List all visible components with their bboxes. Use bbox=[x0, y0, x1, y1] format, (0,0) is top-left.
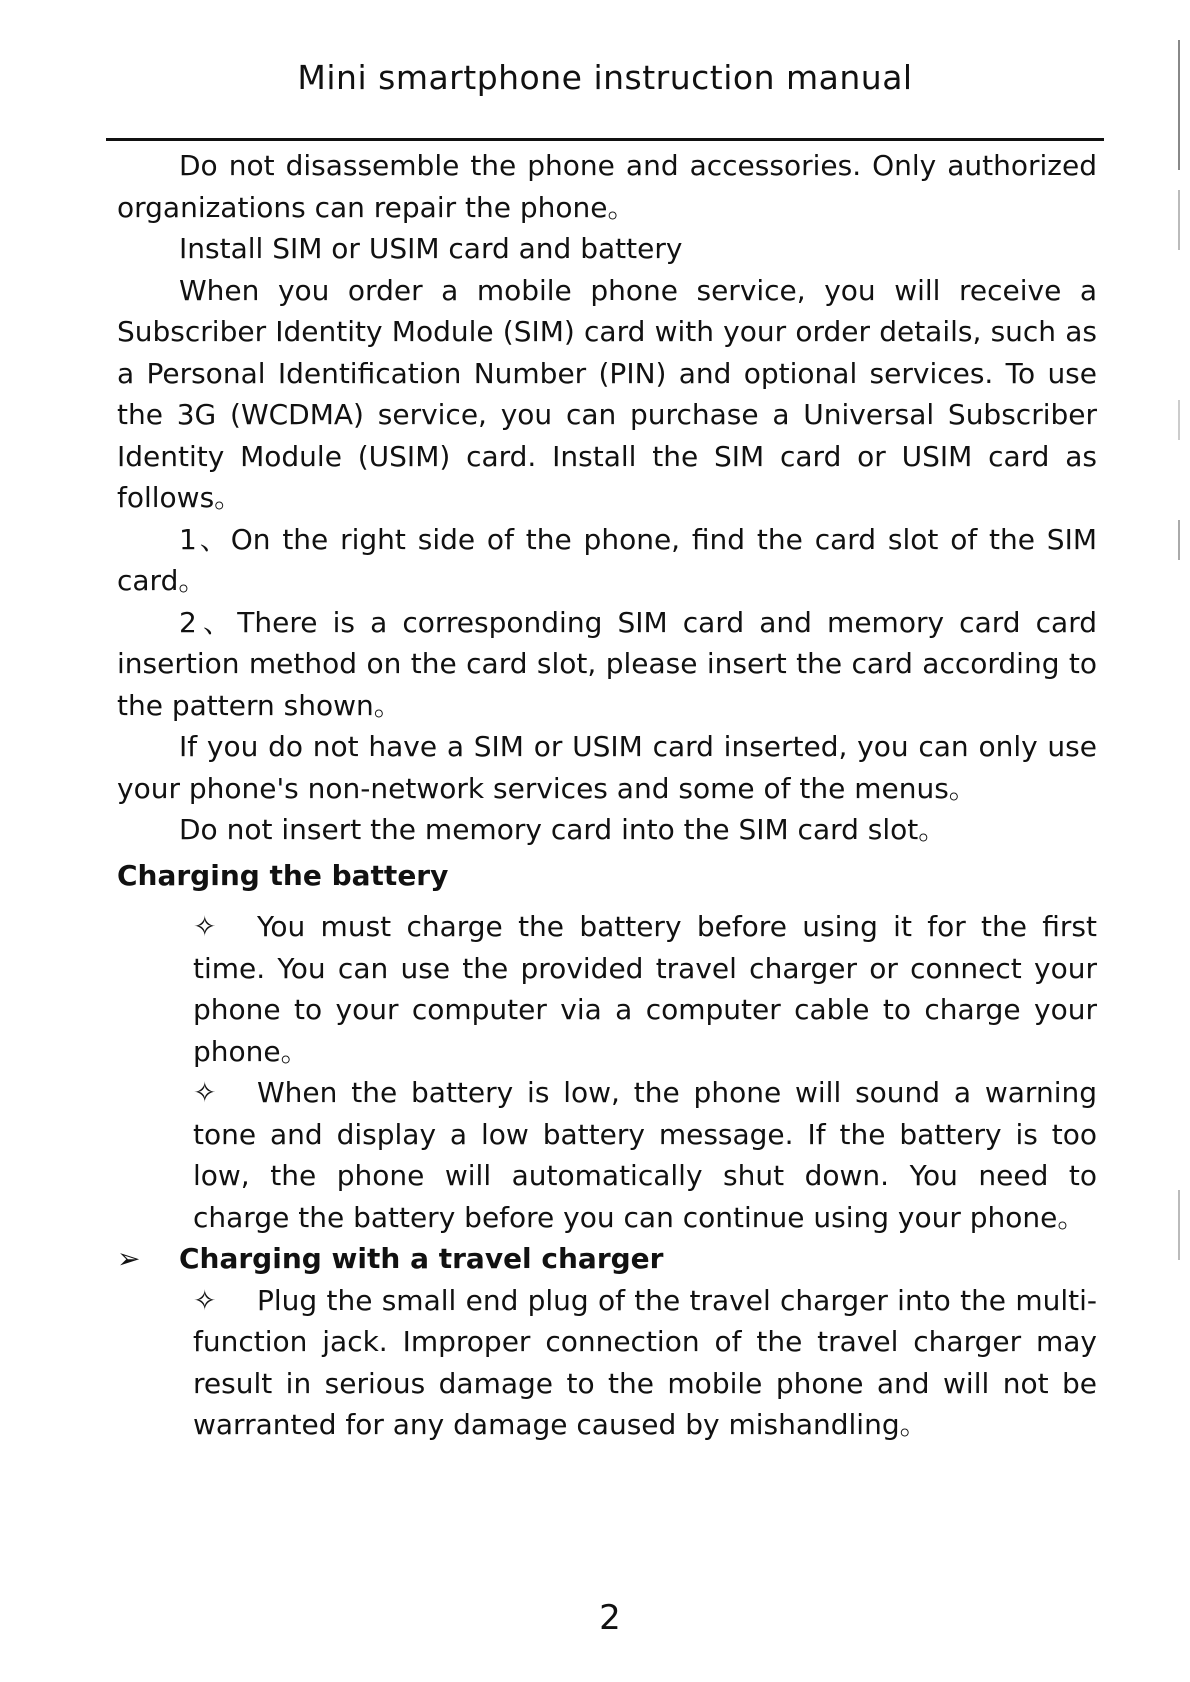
charging-bullets bbox=[193, 906, 1097, 1238]
list-item bbox=[193, 1072, 1097, 1238]
travel-charger-heading bbox=[117, 1238, 1097, 1280]
travel-charger-bullets bbox=[193, 1280, 1097, 1446]
bullet-text: When the battery is low, the phone will sound a warning tone and display a low battery message. If the battery is too low, the phone will automatically shut down. You need to charge the battery before you can continue using your phone。 bbox=[193, 1076, 1097, 1234]
paragraph-install-heading: Install SIM or USIM card and battery bbox=[179, 232, 683, 265]
travel-charger-heading-text: Charging with a travel charger bbox=[179, 1242, 664, 1275]
header-rule bbox=[106, 138, 1104, 141]
four-point-star-icon: ✧ bbox=[193, 910, 217, 943]
charging-battery-heading: Charging the battery bbox=[117, 858, 449, 892]
four-point-star-icon: ✧ bbox=[193, 1283, 217, 1317]
paragraph-memory-card-warning: Do not insert the memory card into the SIM card slot。 bbox=[179, 813, 947, 846]
paragraph-step-2: 2、There is a corresponding SIM card and memory card card insertion method on the card slot, please insert the card according to the pattern shown。 bbox=[117, 605, 1097, 722]
list-item bbox=[193, 1280, 1097, 1446]
scan-edge-marks bbox=[1162, 40, 1190, 1680]
paragraph-sim-service: When you order a mobile phone service, you will receive a Subscriber Identity Module (SIM) card with your order details, such as a Personal Identification Number (PIN) and optional services. To use the 3G (WCDMA) service, you can purchase a Universal Subscriber Identity Module (USIM) card. Install the SIM card or USIM card as follows。 bbox=[117, 273, 1097, 514]
page-number: 2 bbox=[599, 1598, 621, 1638]
page-body bbox=[117, 145, 1097, 1446]
paragraph-no-sim: If you do not have a SIM or USIM card inserted, you can only use your phone's non-network services and some of the menus。 bbox=[117, 730, 1097, 805]
bullet-text: You must charge the battery before using it for the first time. You can use the provided travel charger or connect your phone to your computer via a computer cable to charge your phone。 bbox=[193, 910, 1097, 1068]
bullet-text: Plug the small end plug of the travel charger into the multi-function jack. Improper connection of the travel charger may result in serious damage to the mobile phone and will not be warranted for any damage caused by mishandling。 bbox=[193, 1283, 1097, 1441]
list-item bbox=[193, 906, 1097, 1072]
paragraph-disassemble: Do not disassemble the phone and accessories. Only authorized organizations can repair the phone。 bbox=[117, 149, 1097, 224]
arrowhead-icon: ➢ bbox=[117, 1242, 141, 1275]
four-point-star-icon: ✧ bbox=[193, 1076, 217, 1109]
page-header-title: Mini smartphone instruction manual bbox=[297, 58, 913, 97]
paragraph-step-1: 1、On the right side of the phone, find the card slot of the SIM card。 bbox=[117, 522, 1097, 597]
